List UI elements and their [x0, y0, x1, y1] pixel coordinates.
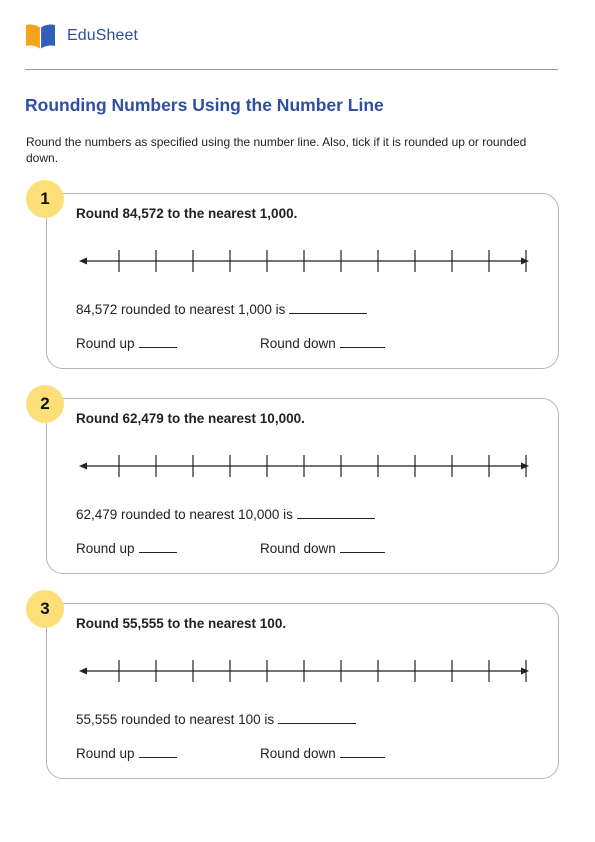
question-prompt: Round 62,479 to the nearest 10,000. [76, 411, 305, 426]
question-card-3 [46, 603, 559, 779]
round-up-option [76, 336, 177, 351]
instructions: Round the numbers as specified using the number line. Also, tick if it is rounded up or rounded down. [26, 135, 527, 165]
answer-line [76, 712, 356, 727]
round-up-label: Round up [76, 746, 135, 761]
answer-text: 84,572 rounded to nearest 1,000 is [76, 302, 286, 317]
round-down-blank[interactable] [340, 552, 385, 553]
question-prompt: Round 55,555 to the nearest 100. [76, 616, 287, 631]
round-up-blank[interactable] [139, 757, 177, 758]
left-arrow-icon [79, 258, 87, 265]
round-down-option [260, 746, 385, 761]
question-number-badge: 3 [26, 590, 64, 628]
round-up-option [76, 541, 177, 556]
round-down-option [260, 541, 385, 556]
right-arrow-icon [521, 258, 529, 265]
question-prompt: Round 84,572 to the nearest 1,000. [76, 206, 298, 221]
round-up-label: Round up [76, 541, 135, 556]
right-arrow-icon [521, 668, 529, 675]
number-line [79, 453, 529, 479]
round-up-option [76, 746, 177, 761]
number-line [79, 248, 529, 274]
round-down-blank[interactable] [340, 757, 385, 758]
answer-line [76, 302, 367, 317]
brand-name: EduSheet [67, 27, 139, 44]
open-book-icon [25, 22, 56, 50]
question-number-badge: 2 [26, 385, 64, 423]
answer-text: 62,479 rounded to nearest 10,000 is [76, 507, 293, 522]
round-down-label: Round down [260, 336, 336, 351]
answer-blank[interactable] [278, 723, 356, 724]
brand-header [25, 22, 138, 50]
question-card-2 [46, 398, 559, 574]
answer-line [76, 507, 375, 522]
right-arrow-icon [521, 463, 529, 470]
round-up-label: Round up [76, 336, 135, 351]
question-number-badge: 1 [26, 180, 64, 218]
round-down-label: Round down [260, 541, 336, 556]
page-title: Rounding Numbers Using the Number Line [25, 95, 384, 115]
round-down-blank[interactable] [340, 347, 385, 348]
left-arrow-icon [79, 463, 87, 470]
round-down-label: Round down [260, 746, 336, 761]
left-arrow-icon [79, 668, 87, 675]
answer-text: 55,555 rounded to nearest 100 is [76, 712, 275, 727]
round-down-option [260, 336, 385, 351]
question-card-1 [46, 193, 559, 369]
number-line [79, 658, 529, 684]
answer-blank[interactable] [289, 313, 367, 314]
header-divider [25, 69, 558, 70]
round-up-blank[interactable] [139, 347, 177, 348]
round-up-blank[interactable] [139, 552, 177, 553]
answer-blank[interactable] [297, 518, 375, 519]
